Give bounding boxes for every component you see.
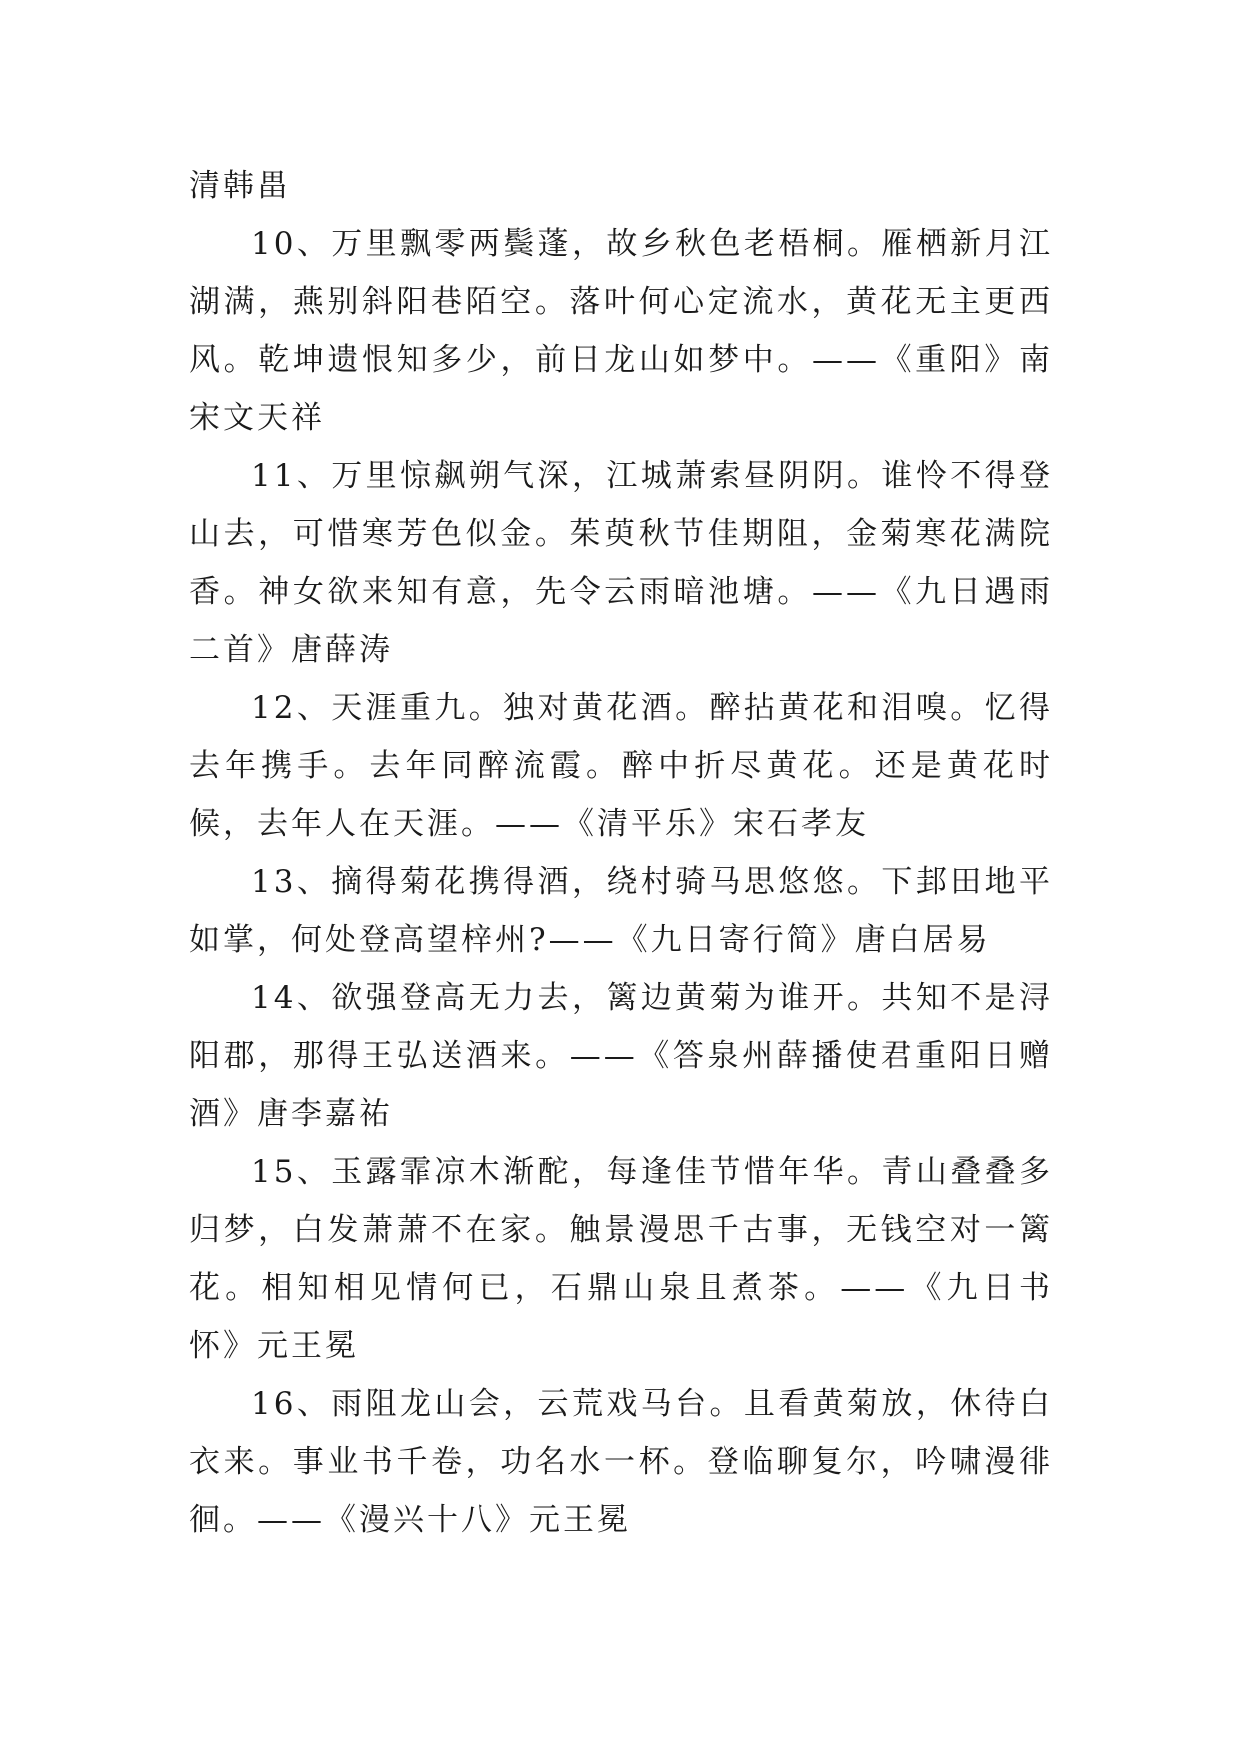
poem-entry-14: 14、欲强登高无力去，篱边黄菊为谁开。共知不是浔阳郡，那得王弘送酒来。——《答泉州薛播使君重阳日赠酒》唐李嘉祐 <box>189 980 1053 1132</box>
poem-entry-10: 10、万里飘零两鬓蓬，故乡秋色老梧桐。雁栖新月江湖满，燕别斜阳巷陌空。落叶何心定流水，黄花无主更西风。乾坤遗恨知多少，前日龙山如梦中。——《重阳》南宋文天祥 <box>189 226 1053 436</box>
poem-entry-16: 16、雨阻龙山会，云荒戏马台。且看黄菊放，休待白衣来。事业书千卷，功名水一杯。登临聊复尔，吟啸漫徘徊。——《漫兴十八》元王冕 <box>189 1386 1053 1538</box>
poem-entry-13: 13、摘得菊花携得酒，绕村骑马思悠悠。下邽田地平如掌，何处登高望梓州?——《九日寄行简》唐白居易 <box>189 864 1053 958</box>
poem-text-column <box>189 157 1053 1549</box>
poem-entry-11: 11、万里惊飙朔气深，江城萧索昼阴阴。谁怜不得登山去，可惜寒芳色似金。茱萸秋节佳期阻，金菊寒花满院香。神女欲来知有意，先令云雨暗池塘。——《九日遇雨二首》唐薛涛 <box>189 458 1053 668</box>
author-line: 清韩畕 <box>189 168 291 204</box>
poem-entry-15: 15、玉露霏凉木渐酡，每逢佳节惜年华。青山叠叠多归梦，白发萧萧不在家。触景漫思千古事，无钱空对一篱花。相知相见情何已，石鼎山泉且煮茶。——《九日书怀》元王冕 <box>189 1154 1053 1364</box>
poem-entry-12: 12、天涯重九。独对黄花酒。醉拈黄花和泪嗅。忆得去年携手。去年同醉流霞。醉中折尽黄花。还是黄花时候，去年人在天涯。——《清平乐》宋石孝友 <box>189 690 1053 842</box>
